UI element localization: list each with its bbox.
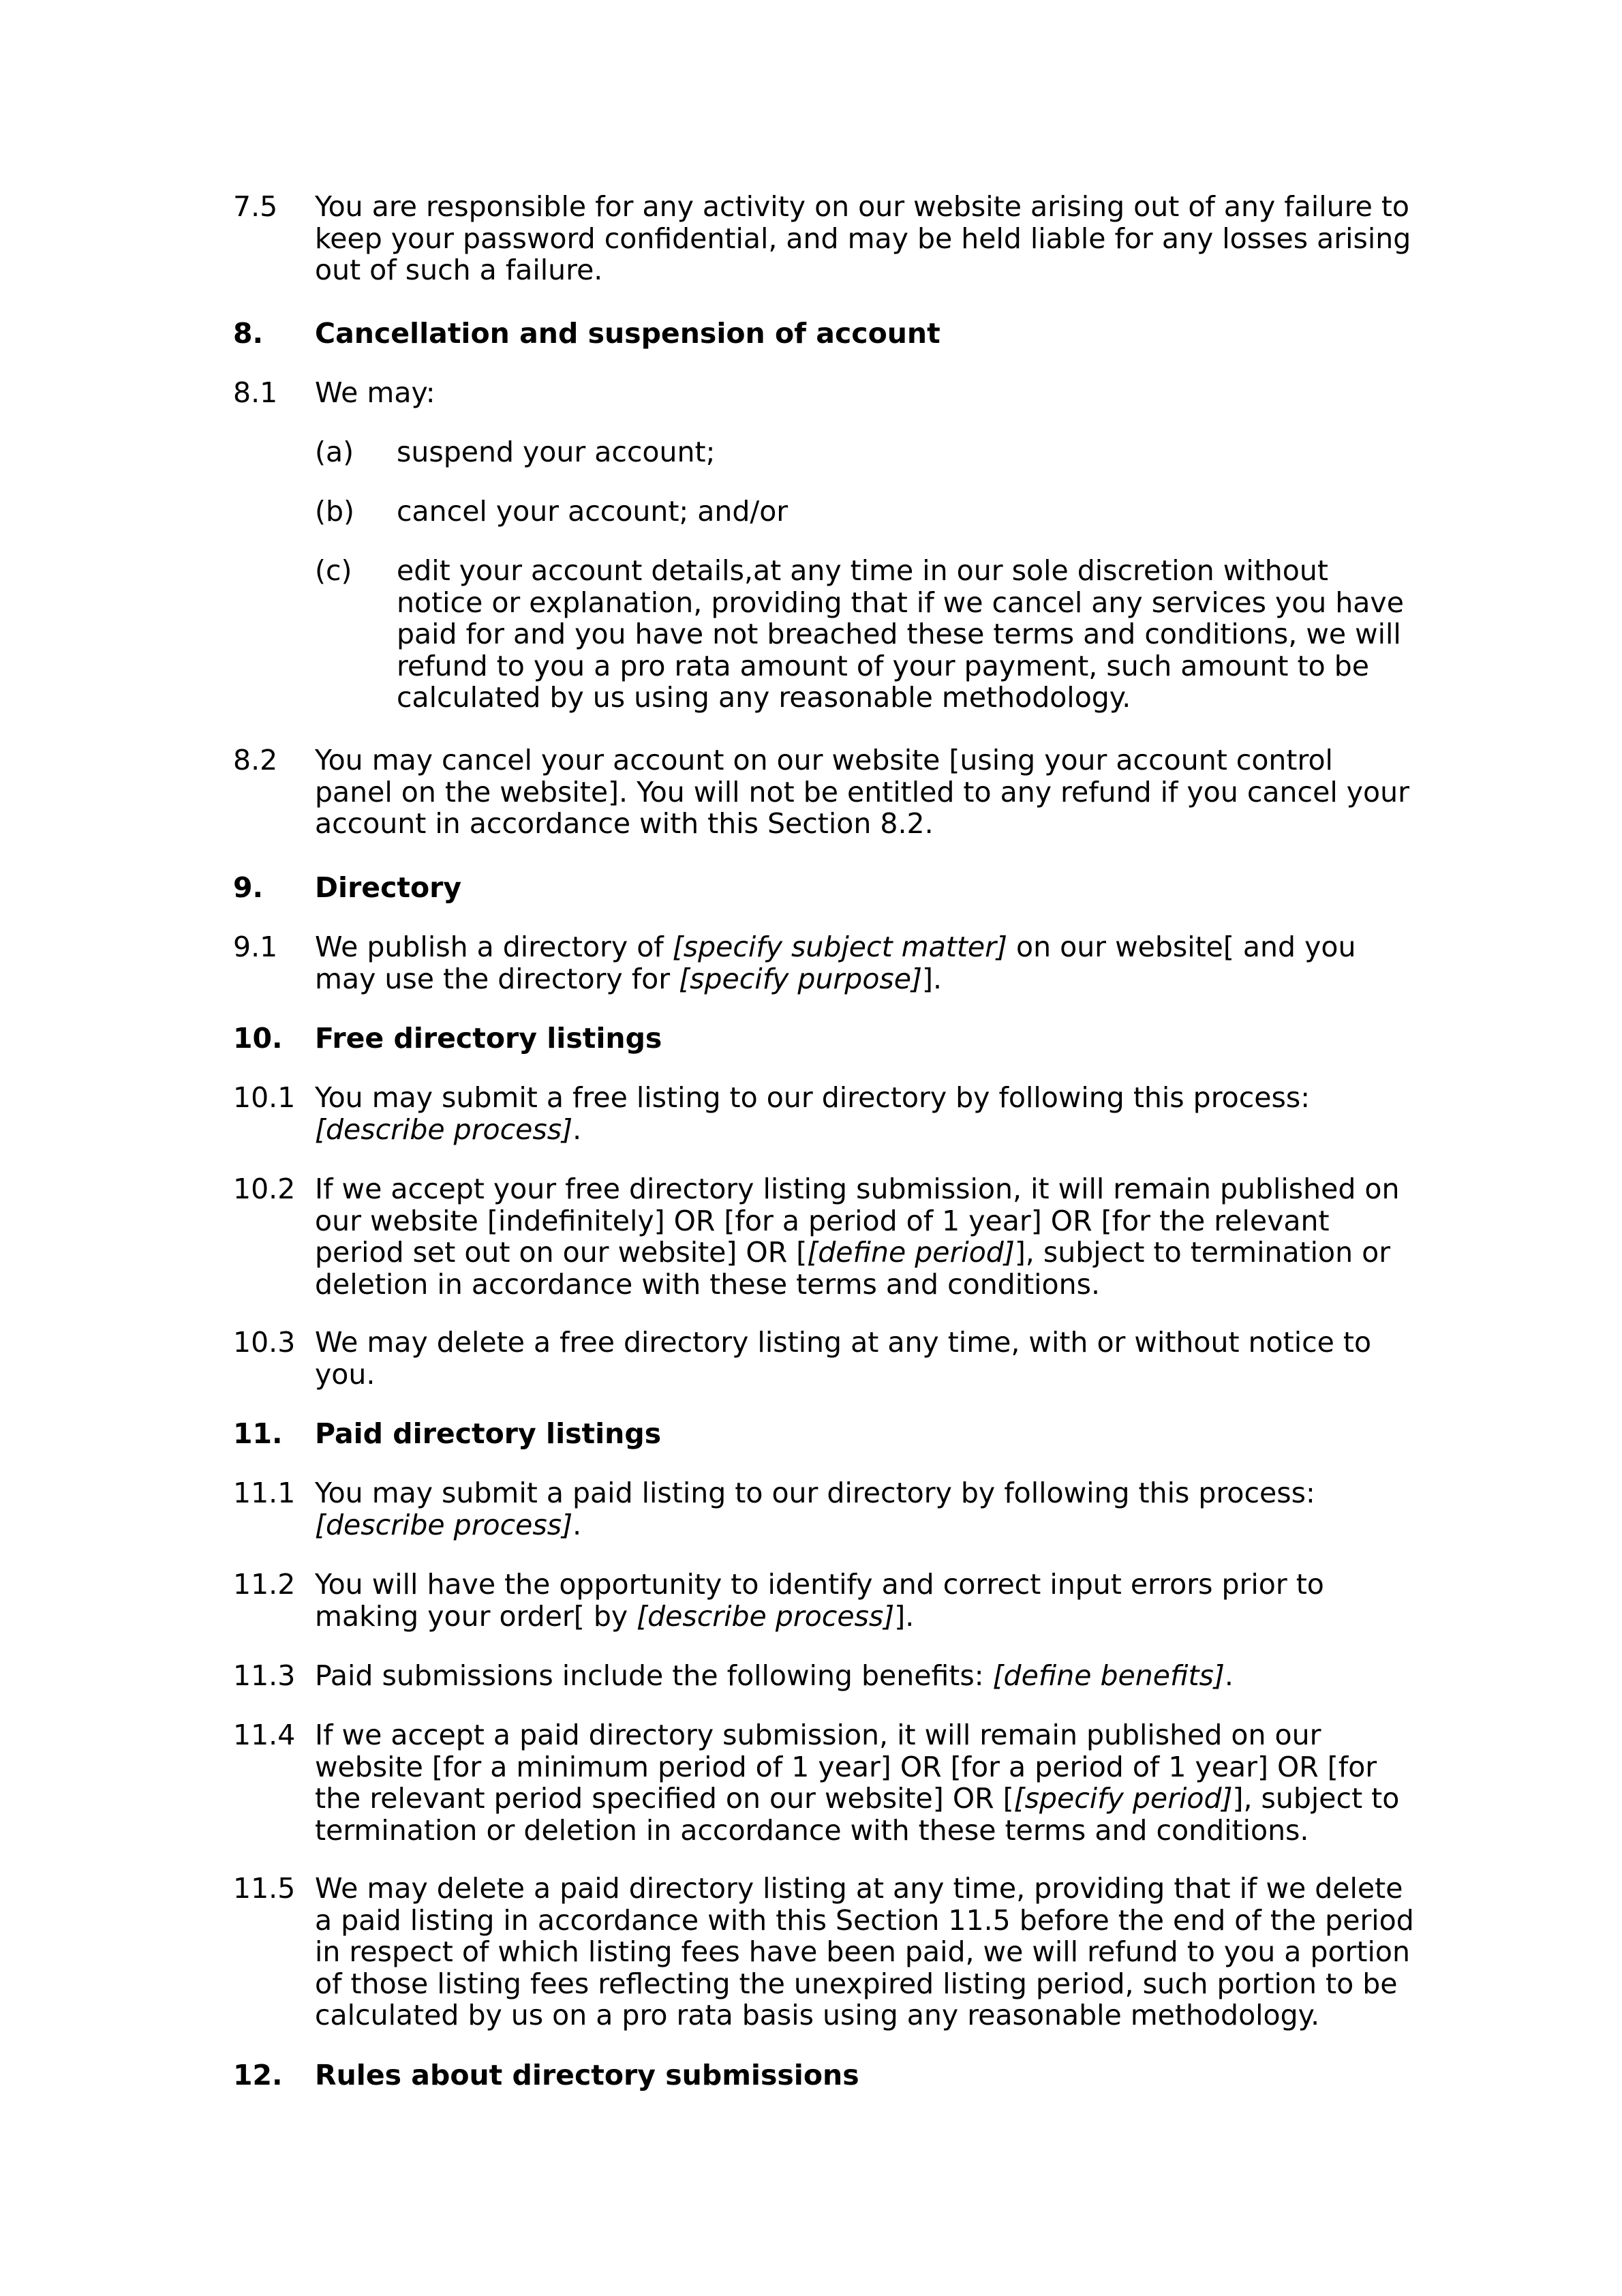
text-line: may use the directory for [specify purpose]]. bbox=[315, 962, 943, 995]
text-line: keep your password confidential, and may be held liable for any losses arising bbox=[315, 222, 1411, 255]
clause-text bbox=[397, 555, 1405, 714]
clause-number: 10.3 bbox=[233, 1326, 296, 1359]
section-number: 9. bbox=[233, 871, 264, 904]
clause-text bbox=[315, 1569, 1405, 1632]
section-number: 11. bbox=[233, 1417, 283, 1450]
text-line: You may submit a free listing to our directory by following this process: bbox=[315, 1081, 1311, 1114]
text-line: You will have the opportunity to identify and correct input errors prior to bbox=[315, 1568, 1324, 1601]
clause-number: 9.1 bbox=[233, 931, 278, 963]
clause-text bbox=[397, 496, 1405, 528]
text-line: of those listing fees reflecting the unexpired listing period, such portion to be bbox=[315, 1967, 1398, 2000]
text-line: edit your account details,at any time in our sole discretion without bbox=[397, 554, 1328, 587]
text-line: you. bbox=[315, 1357, 376, 1391]
clause-text bbox=[315, 1173, 1405, 1300]
clause-number: 8.2 bbox=[233, 744, 278, 776]
text-line: [describe process]. bbox=[315, 1508, 582, 1541]
text-line: We may: bbox=[315, 376, 435, 409]
clause-text bbox=[315, 1660, 1405, 1692]
text-line: If we accept your free directory listing submission, it will remain published on bbox=[315, 1173, 1400, 1205]
clause-text bbox=[315, 931, 1405, 995]
text-line: panel on the website]. You will not be entitled to any refund if you cancel your bbox=[315, 775, 1409, 809]
section-number: 8. bbox=[233, 317, 264, 350]
section-number: 12. bbox=[233, 2059, 283, 2091]
section-title: Paid directory listings bbox=[315, 1417, 662, 1450]
text-line: We may delete a free directory listing at any time, with or without notice to bbox=[315, 1326, 1372, 1359]
clause-number: 11.2 bbox=[233, 1568, 296, 1601]
text-line: account in accordance with this Section 8.2. bbox=[315, 807, 934, 840]
text-line: refund to you a pro rata amount of your payment, such amount to be bbox=[397, 649, 1369, 682]
text-line: period set out on our website] OR [[define period]], subject to termination or bbox=[315, 1236, 1391, 1269]
text-line: Paid submissions include the following benefits: [define benefits]. bbox=[315, 1659, 1234, 1692]
text-line: a paid listing in accordance with this Section 11.5 before the end of the period bbox=[315, 1903, 1414, 1937]
text-line: paid for and you have not breached these terms and conditions, we will bbox=[397, 618, 1401, 650]
clause-number: (b) bbox=[315, 495, 355, 528]
text-line: termination or deletion in accordance with these terms and conditions. bbox=[315, 1813, 1309, 1847]
text-line: calculated by us using any reasonable methodology. bbox=[397, 681, 1131, 714]
clause-number: 11.4 bbox=[233, 1719, 296, 1751]
text-line: We may delete a paid directory listing at any time, providing that if we delete bbox=[315, 1872, 1403, 1905]
clause-number: 10.1 bbox=[233, 1081, 296, 1114]
clause-text bbox=[315, 1719, 1405, 1846]
text-line: making your order[ by [describe process]]. bbox=[315, 1599, 915, 1633]
text-line: notice or explanation, providing that if we cancel any services you have bbox=[397, 586, 1404, 619]
section-title: Directory bbox=[315, 871, 462, 904]
section-title: Cancellation and suspension of account bbox=[315, 317, 940, 350]
clause-text bbox=[315, 1872, 1414, 2031]
clause-number: 8.1 bbox=[233, 376, 278, 409]
clause-text bbox=[315, 1082, 1405, 1145]
clause-text bbox=[315, 377, 1405, 409]
clause-number: 11.1 bbox=[233, 1477, 296, 1509]
text-line: calculated by us on a pro rata basis using any reasonable methodology. bbox=[315, 1999, 1320, 2031]
text-line: [describe process]. bbox=[315, 1113, 582, 1146]
text-line: cancel your account; and/or bbox=[397, 495, 789, 528]
clause-number: (c) bbox=[315, 554, 352, 587]
text-line: out of such a failure. bbox=[315, 254, 603, 286]
clause-text bbox=[397, 436, 1405, 468]
clause-number: (a) bbox=[315, 436, 354, 468]
text-line: the relevant period specified on our website] OR [[specify period]], subject to bbox=[315, 1782, 1400, 1815]
clause-text bbox=[315, 190, 1411, 286]
text-line: You are responsible for any activity on our website arising out of any failure to bbox=[315, 190, 1410, 223]
clause-number: 7.5 bbox=[233, 190, 278, 223]
clause-text bbox=[315, 1477, 1405, 1541]
clause-number: 11.3 bbox=[233, 1659, 296, 1692]
text-line: suspend your account; bbox=[397, 436, 716, 468]
clause-number: 11.5 bbox=[233, 1872, 296, 1905]
clause-number: 10.2 bbox=[233, 1173, 296, 1205]
text-line: deletion in accordance with these terms and conditions. bbox=[315, 1267, 1101, 1301]
text-line: in respect of which listing fees have been paid, we will refund to you a portion bbox=[315, 1935, 1410, 1968]
text-line: our website [indefinitely] OR [for a period of 1 year] OR [for the relevant bbox=[315, 1204, 1330, 1237]
clause-text bbox=[315, 744, 1409, 840]
clause-text bbox=[315, 1327, 1405, 1390]
text-line: You may cancel your account on our website [using your account control bbox=[315, 744, 1333, 776]
section-title: Free directory listings bbox=[315, 1022, 662, 1055]
section-number: 10. bbox=[233, 1022, 283, 1055]
text-line: We publish a directory of [specify subject matter] on our website[ and you bbox=[315, 931, 1356, 963]
text-line: If we accept a paid directory submission, it will remain published on our bbox=[315, 1719, 1321, 1751]
text-line: website [for a minimum period of 1 year] OR [for a period of 1 year] OR [for bbox=[315, 1750, 1377, 1783]
section-title: Rules about directory submissions bbox=[315, 2059, 859, 2091]
text-line: You may submit a paid listing to our directory by following this process: bbox=[315, 1477, 1315, 1509]
